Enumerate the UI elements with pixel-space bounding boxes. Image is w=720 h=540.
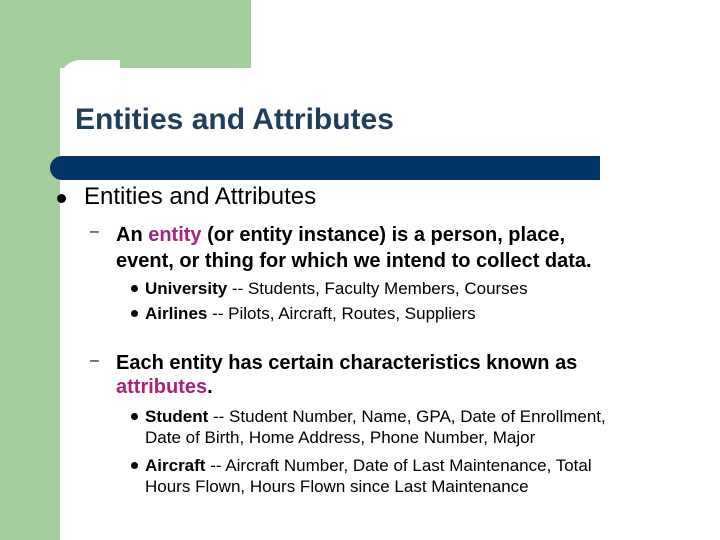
example-text: -- Aircraft Number, Date of Last Maintenance, Total [205,456,592,475]
example-university [145,279,528,299]
example-text: -- Student Number, Name, GPA, Date of Enrollment, [208,407,606,426]
dash-icon: – [90,352,99,369]
sub1-rest: (or entity instance) is a person, place, [201,224,565,246]
example-aircraft-line1 [145,456,592,476]
bullet-dot-icon [57,194,66,203]
title-bar [50,156,600,180]
entity-term: entity [148,224,202,246]
example-student-line1 [145,407,606,427]
bullet-dot-icon [131,462,138,469]
bullet-dot-icon [131,413,138,420]
example-aircraft-line2: Hours Flown, Hours Flown since Last Maintenance [145,477,529,496]
sub1-prefix: An [116,224,149,246]
sub2-end: . [207,376,213,398]
sub-bullet-attributes-line2 [116,376,213,399]
example-student-line2: Date of Birth, Home Address, Phone Number, Major [145,428,536,447]
sub-bullet-attributes-line1: Each entity has certain characteristics known as [116,352,578,374]
dash-icon: – [90,223,99,240]
attributes-term: attributes [116,376,208,398]
example-label: Student [145,407,209,426]
example-label: University [145,279,228,298]
example-airlines [145,304,476,324]
example-text: -- Pilots, Aircraft, Routes, Suppliers [207,304,476,323]
sub-bullet-entity-line2: event, or thing for which we intend to collect data. [116,250,592,272]
bullet-level1: Entities and Attributes [84,183,317,210]
bullet-dot-icon [131,285,138,292]
example-label: Airlines [145,304,208,323]
example-label: Aircraft [145,456,206,475]
slide-title: Entities and Attributes [75,103,394,136]
decor-green-left [0,0,60,540]
bullet-dot-icon [131,310,138,317]
sub-bullet-entity-line1 [116,224,565,247]
example-text: -- Students, Faculty Members, Courses [227,279,528,298]
